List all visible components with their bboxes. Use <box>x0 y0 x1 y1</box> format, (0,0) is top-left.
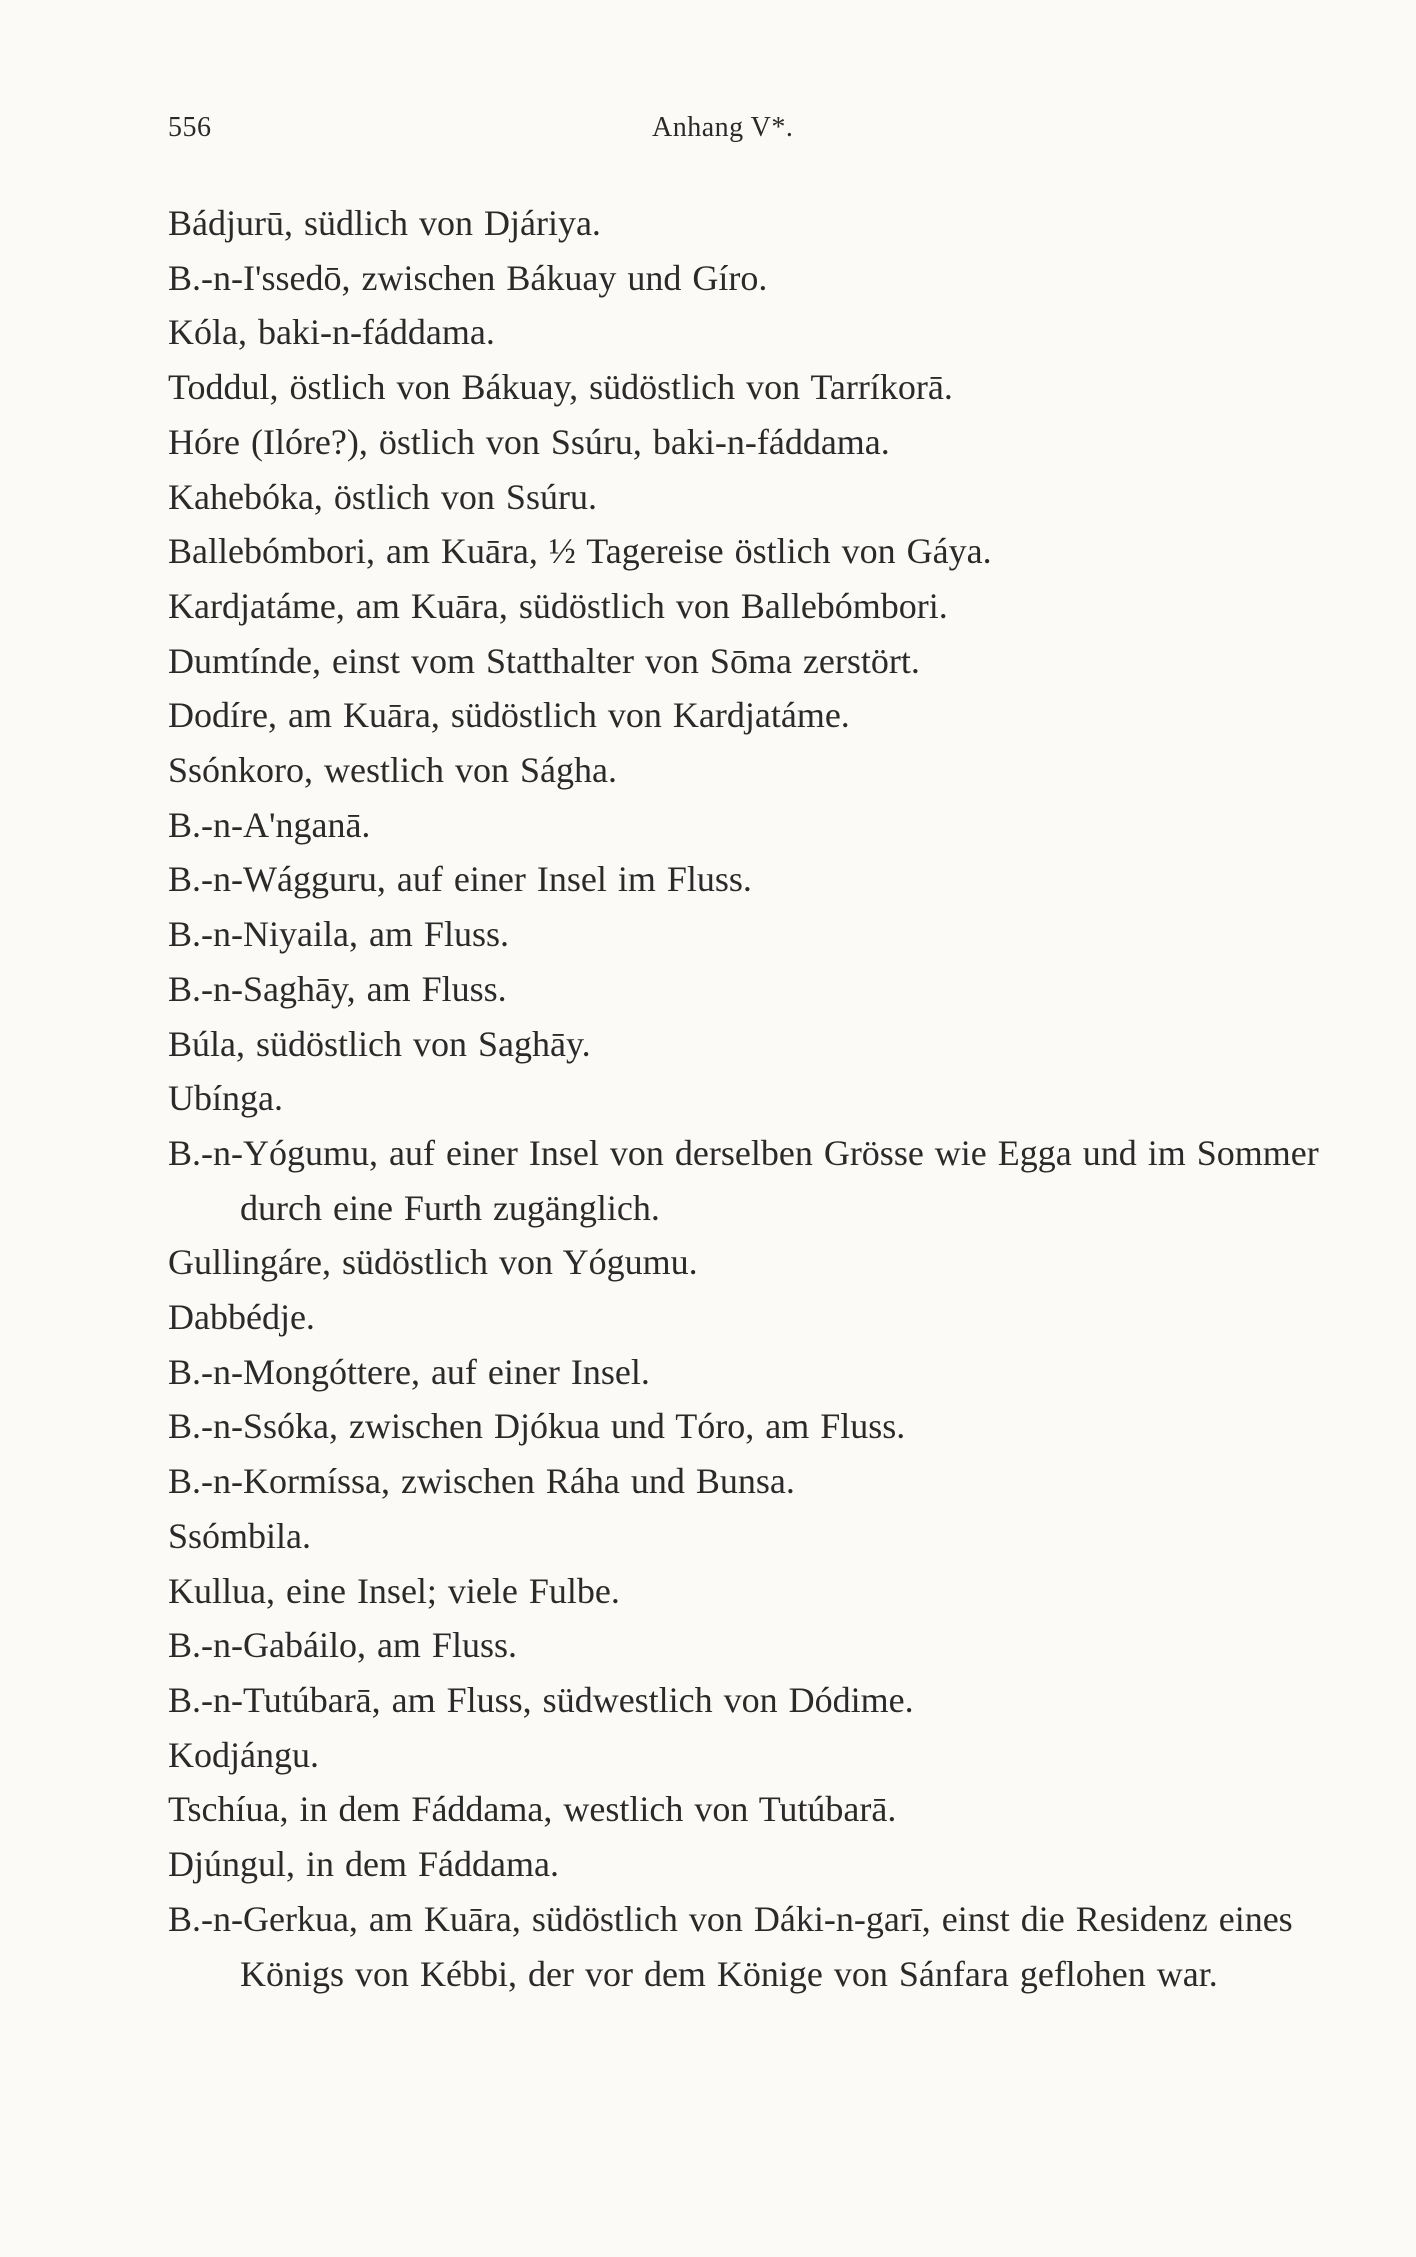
list-item: Kodjángu. <box>168 1734 319 1775</box>
list-item: Hóre (Ilóre?), östlich von Ssúru, baki-n-fáddama. <box>168 421 890 462</box>
list-item: Ubínga. <box>168 1078 283 1119</box>
list-item: B.-n-Ssóka, zwischen Djókua und Tóro, am Fluss. <box>168 1406 906 1447</box>
list-item: Ssómbila. <box>168 1515 312 1556</box>
list-item: B.-n-Gabáilo, am Fluss. <box>168 1625 517 1666</box>
running-title: Anhang V*. <box>652 112 794 143</box>
list-item: Ssónkoro, westlich von Ságha. <box>168 750 617 791</box>
list-item: B.-n-Tutúbarā, am Fluss, südwestlich von Dódime. <box>168 1679 914 1720</box>
list-item: B.-n-Niyaila, am Fluss. <box>168 914 509 955</box>
list-item: B.-n-Kormíssa, zwischen Ráha und Bunsa. <box>168 1461 795 1502</box>
list-item: Toddul, östlich von Bákuay, südöstlich von Tarríkorā. <box>168 367 953 408</box>
page-number: 556 <box>168 112 212 143</box>
list-item: Tschíua, in dem Fáddama, westlich von Tutúbarā. <box>168 1789 897 1830</box>
list-item: Dabbédje. <box>168 1297 315 1338</box>
list-item: B.-n-Yógumu, auf einer Insel von derselben Grösse wie Egga und im Sommer durch eine Furth zugänglich. <box>168 1132 1319 1228</box>
list-item: B.-n-Mongóttere, auf einer Insel. <box>168 1351 650 1392</box>
running-head <box>168 112 1288 152</box>
list-item: B.-n-Wágguru, auf einer Insel im Fluss. <box>168 859 752 900</box>
list-item: Kóla, baki-n-fáddama. <box>168 312 495 353</box>
list-item: Kardjatáme, am Kuāra, südöstlich von Ballebómbori. <box>168 585 948 626</box>
list-item: Djúngul, in dem Fáddama. <box>168 1844 559 1885</box>
list-item: B.-n-A'nganā. <box>168 804 371 845</box>
list-item: B.-n-I'ssedō, zwischen Bákuay und Gíro. <box>168 257 768 298</box>
list-item: B.-n-Saghāy, am Fluss. <box>168 968 507 1009</box>
list-item: Búla, südöstlich von Saghāy. <box>168 1023 591 1064</box>
list-item: Dodíre, am Kuāra, südöstlich von Kardjatáme. <box>168 695 850 736</box>
list-item: Dumtínde, einst vom Statthalter von Sōma zerstört. <box>168 640 920 681</box>
list-item: Bádjurū, südlich von Djáriya. <box>168 203 601 243</box>
list-item: B.-n-Gerkua, am Kuāra, südöstlich von Dáki-n-garī, einst die Residenz eines Königs von Kébbi, der vor dem Könige von Sánfara geflohen war. <box>168 1898 1293 1994</box>
place-list <box>168 196 1328 2001</box>
list-item: Ballebómbori, am Kuāra, ½ Tagereise östlich von Gáya. <box>168 531 992 572</box>
list-item: Kahebóka, östlich von Ssúru. <box>168 476 597 517</box>
list-item: Gullingáre, südöstlich von Yógumu. <box>168 1242 698 1283</box>
list-item: Kullua, eine Insel; viele Fulbe. <box>168 1570 620 1611</box>
